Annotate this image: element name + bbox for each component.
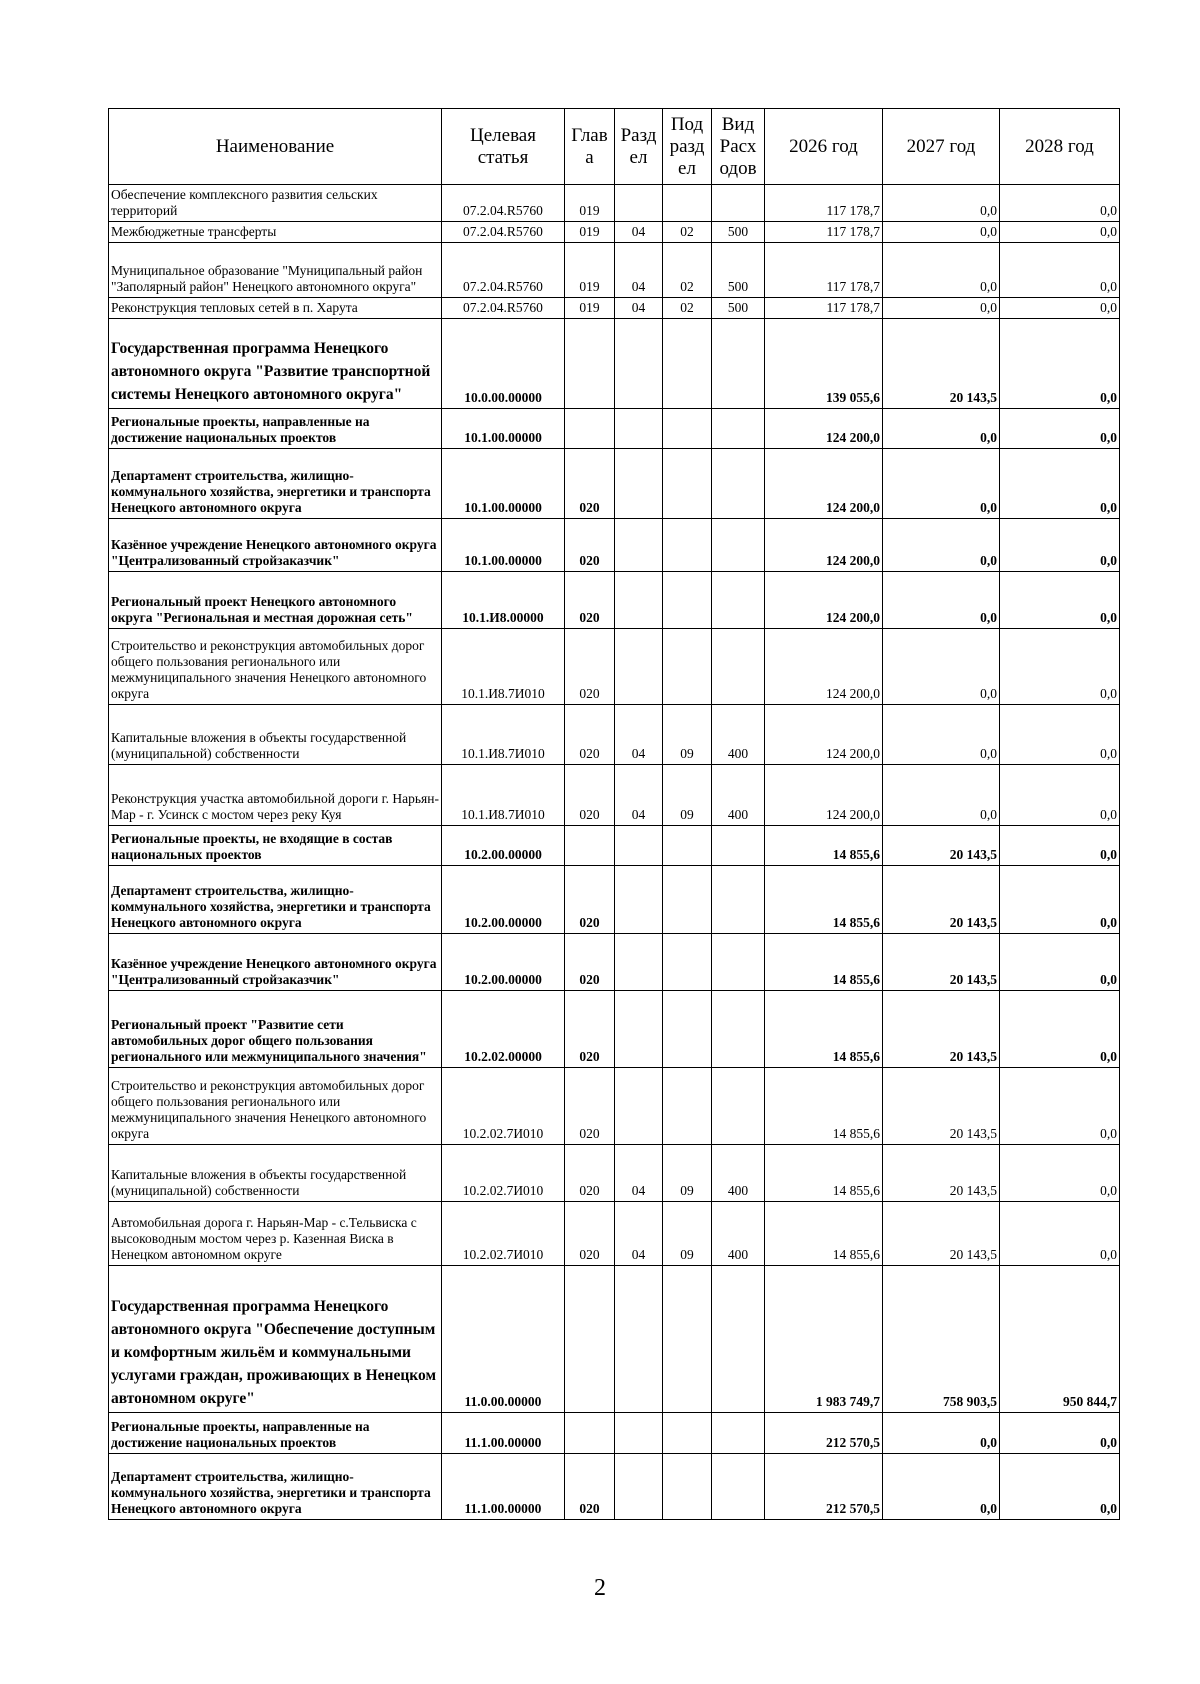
row-subsection: 02 [663, 298, 712, 319]
row-value-2026: 124 200,0 [765, 629, 883, 705]
row-expense-type [712, 1413, 765, 1454]
row-name: Капитальные вложения в объекты государственной (муниципальной) собственности [109, 1145, 442, 1202]
row-value-2026: 124 200,0 [765, 409, 883, 449]
row-value-2027: 0,0 [883, 1413, 1000, 1454]
row-value-2026: 124 200,0 [765, 765, 883, 826]
row-chapter [565, 1413, 615, 1454]
row-value-2028: 0,0 [1000, 1413, 1120, 1454]
header-target: Целевая статья [442, 109, 565, 185]
row-chapter: 019 [565, 243, 615, 298]
table-row [109, 1454, 1120, 1520]
row-target-code: 10.2.02.7И010 [442, 1202, 565, 1266]
row-chapter: 020 [565, 934, 615, 991]
row-section: 04 [615, 222, 663, 243]
row-expense-type [712, 319, 765, 409]
row-value-2026: 117 178,7 [765, 298, 883, 319]
row-name: Государственная программа Ненецкого автономного округа "Развитие транспортной системы Ненецкого автономного округа" [109, 319, 442, 409]
row-value-2027: 20 143,5 [883, 1145, 1000, 1202]
row-subsection [663, 185, 712, 222]
table-row [109, 449, 1120, 519]
row-value-2028: 0,0 [1000, 243, 1120, 298]
header-section: Разд ел [615, 109, 663, 185]
row-subsection: 09 [663, 1145, 712, 1202]
row-chapter: 019 [565, 185, 615, 222]
row-expense-type [712, 629, 765, 705]
table-row [109, 519, 1120, 572]
row-value-2026: 117 178,7 [765, 222, 883, 243]
header-chapter: Глав а [565, 109, 615, 185]
row-target-code: 11.1.00.00000 [442, 1413, 565, 1454]
row-chapter: 020 [565, 629, 615, 705]
table-row [109, 243, 1120, 298]
row-expense-type: 400 [712, 1202, 765, 1266]
row-name: Строительство и реконструкция автомобильных дорог общего пользования регионального или межмуниципального значения Ненецкого автономного округа [109, 1068, 442, 1145]
row-target-code: 10.1.00.00000 [442, 449, 565, 519]
row-target-code: 10.2.00.00000 [442, 826, 565, 866]
row-section [615, 409, 663, 449]
row-value-2027: 0,0 [883, 243, 1000, 298]
row-value-2027: 20 143,5 [883, 1202, 1000, 1266]
row-subsection: 09 [663, 765, 712, 826]
row-value-2027: 0,0 [883, 298, 1000, 319]
row-target-code: 11.1.00.00000 [442, 1454, 565, 1520]
row-section: 04 [615, 705, 663, 765]
table-row [109, 1413, 1120, 1454]
row-section [615, 519, 663, 572]
row-target-code: 10.2.00.00000 [442, 866, 565, 934]
row-expense-type [712, 1068, 765, 1145]
row-value-2026: 124 200,0 [765, 572, 883, 629]
row-name: Капитальные вложения в объекты государственной (муниципальной) собственности [109, 705, 442, 765]
table-row [109, 298, 1120, 319]
row-chapter: 020 [565, 449, 615, 519]
row-value-2028: 0,0 [1000, 866, 1120, 934]
row-expense-type: 500 [712, 222, 765, 243]
row-value-2026: 117 178,7 [765, 185, 883, 222]
row-value-2026: 124 200,0 [765, 449, 883, 519]
row-target-code: 07.2.04.R5760 [442, 222, 565, 243]
row-value-2028: 0,0 [1000, 826, 1120, 866]
row-section: 04 [615, 1202, 663, 1266]
row-value-2027: 20 143,5 [883, 866, 1000, 934]
row-expense-type [712, 185, 765, 222]
row-expense-type: 500 [712, 298, 765, 319]
row-subsection [663, 409, 712, 449]
row-value-2028: 0,0 [1000, 298, 1120, 319]
row-value-2027: 20 143,5 [883, 991, 1000, 1068]
row-section [615, 1068, 663, 1145]
row-name: Департамент строительства, жилищно-коммунального хозяйства, энергетики и транспорта Ненецкого автономного округа [109, 1454, 442, 1520]
row-value-2026: 212 570,5 [765, 1454, 883, 1520]
row-chapter: 020 [565, 519, 615, 572]
row-name: Автомобильная дорога г. Нарьян-Мар - с.Тельвиска с высоководным мостом через р. Казенная Виска в Ненецком автономном округе [109, 1202, 442, 1266]
row-name: Региональные проекты, направленные на достижение национальных проектов [109, 409, 442, 449]
row-value-2027: 0,0 [883, 629, 1000, 705]
table-row [109, 1068, 1120, 1145]
row-value-2027: 0,0 [883, 572, 1000, 629]
row-section: 04 [615, 243, 663, 298]
row-value-2026: 212 570,5 [765, 1413, 883, 1454]
row-chapter: 020 [565, 1454, 615, 1520]
row-name: Региональный проект "Развитие сети автомобильных дорог общего пользования регионального или межмуниципального значения" [109, 991, 442, 1068]
row-chapter: 019 [565, 222, 615, 243]
row-value-2026: 14 855,6 [765, 934, 883, 991]
row-value-2028: 0,0 [1000, 1202, 1120, 1266]
table-row [109, 1202, 1120, 1266]
row-value-2026: 14 855,6 [765, 991, 883, 1068]
row-target-code: 10.0.00.00000 [442, 319, 565, 409]
row-value-2026: 124 200,0 [765, 705, 883, 765]
row-value-2027: 20 143,5 [883, 934, 1000, 991]
header-2028: 2028 год [1000, 109, 1120, 185]
row-value-2026: 14 855,6 [765, 1202, 883, 1266]
row-value-2028: 0,0 [1000, 991, 1120, 1068]
table-row [109, 629, 1120, 705]
row-name: Региональные проекты, не входящие в состав национальных проектов [109, 826, 442, 866]
row-expense-type: 400 [712, 765, 765, 826]
row-name: Строительство и реконструкция автомобильных дорог общего пользования регионального или межмуниципального значения Ненецкого автономного округа [109, 629, 442, 705]
table-row [109, 185, 1120, 222]
row-section [615, 185, 663, 222]
row-chapter [565, 319, 615, 409]
row-chapter: 020 [565, 1145, 615, 1202]
row-value-2028: 0,0 [1000, 409, 1120, 449]
row-subsection [663, 1266, 712, 1413]
row-subsection: 02 [663, 222, 712, 243]
table-row [109, 705, 1120, 765]
budget-table [108, 108, 1120, 1520]
row-chapter: 020 [565, 866, 615, 934]
row-subsection [663, 866, 712, 934]
row-value-2026: 124 200,0 [765, 519, 883, 572]
row-subsection [663, 519, 712, 572]
row-value-2027: 0,0 [883, 1454, 1000, 1520]
row-target-code: 10.2.02.7И010 [442, 1068, 565, 1145]
row-subsection [663, 1068, 712, 1145]
row-value-2028: 0,0 [1000, 449, 1120, 519]
row-name: Региональный проект Ненецкого автономного округа "Региональная и местная дорожная сеть" [109, 572, 442, 629]
row-target-code: 10.2.02.00000 [442, 991, 565, 1068]
row-name: Муниципальное образование "Муниципальный район "Заполярный район" Ненецкого автономного округа" [109, 243, 442, 298]
row-section: 04 [615, 765, 663, 826]
row-value-2027: 20 143,5 [883, 1068, 1000, 1145]
table-row [109, 991, 1120, 1068]
row-name: Департамент строительства, жилищно-коммунального хозяйства, энергетики и транспорта Ненецкого автономного округа [109, 866, 442, 934]
row-expense-type [712, 449, 765, 519]
row-name: Казённое учреждение Ненецкого автономного округа "Централизованный стройзаказчик" [109, 934, 442, 991]
row-expense-type: 400 [712, 1145, 765, 1202]
row-section: 04 [615, 298, 663, 319]
row-value-2026: 139 055,6 [765, 319, 883, 409]
row-expense-type [712, 991, 765, 1068]
row-value-2028: 0,0 [1000, 519, 1120, 572]
table-row [109, 319, 1120, 409]
row-value-2027: 20 143,5 [883, 319, 1000, 409]
table-row [109, 1145, 1120, 1202]
row-target-code: 10.1.00.00000 [442, 409, 565, 449]
row-value-2026: 117 178,7 [765, 243, 883, 298]
row-chapter [565, 1266, 615, 1413]
row-section [615, 319, 663, 409]
row-value-2028: 0,0 [1000, 1454, 1120, 1520]
row-value-2028: 0,0 [1000, 1068, 1120, 1145]
row-section [615, 572, 663, 629]
row-chapter: 020 [565, 991, 615, 1068]
row-target-code: 07.2.04.R5760 [442, 243, 565, 298]
row-section [615, 826, 663, 866]
row-value-2027: 0,0 [883, 185, 1000, 222]
row-expense-type [712, 826, 765, 866]
row-value-2028: 0,0 [1000, 185, 1120, 222]
row-subsection [663, 449, 712, 519]
row-subsection [663, 826, 712, 866]
row-expense-type [712, 934, 765, 991]
row-target-code: 10.1.00.00000 [442, 519, 565, 572]
row-expense-type [712, 1454, 765, 1520]
row-expense-type: 500 [712, 243, 765, 298]
row-value-2027: 0,0 [883, 222, 1000, 243]
row-expense-type: 400 [712, 705, 765, 765]
row-target-code: 10.1.И8.7И010 [442, 765, 565, 826]
row-chapter [565, 826, 615, 866]
header-subsection: Под разд ел [663, 109, 712, 185]
row-value-2026: 14 855,6 [765, 1145, 883, 1202]
row-chapter: 020 [565, 1202, 615, 1266]
row-subsection [663, 1454, 712, 1520]
row-section [615, 1454, 663, 1520]
row-section [615, 1413, 663, 1454]
row-chapter: 020 [565, 705, 615, 765]
row-name: Реконструкция тепловых сетей в п. Харута [109, 298, 442, 319]
row-section [615, 991, 663, 1068]
table-row [109, 1266, 1120, 1413]
header-2027: 2027 год [883, 109, 1000, 185]
row-value-2026: 14 855,6 [765, 866, 883, 934]
row-subsection: 02 [663, 243, 712, 298]
row-value-2028: 0,0 [1000, 1145, 1120, 1202]
row-value-2027: 20 143,5 [883, 826, 1000, 866]
row-subsection [663, 991, 712, 1068]
row-value-2028: 0,0 [1000, 765, 1120, 826]
row-chapter [565, 409, 615, 449]
row-subsection [663, 934, 712, 991]
row-expense-type [712, 519, 765, 572]
row-value-2027: 0,0 [883, 449, 1000, 519]
row-name: Реконструкция участка автомобильной дороги г. Нарьян-Мар - г. Усинск с мостом через реку Куя [109, 765, 442, 826]
row-name: Казённое учреждение Ненецкого автономного округа "Централизованный стройзаказчик" [109, 519, 442, 572]
table-row [109, 222, 1120, 243]
row-subsection [663, 572, 712, 629]
row-subsection [663, 629, 712, 705]
page-number: 2 [594, 1575, 606, 1601]
table-row [109, 572, 1120, 629]
row-name: Межбюджетные трансферты [109, 222, 442, 243]
table-row [109, 826, 1120, 866]
row-chapter: 020 [565, 1068, 615, 1145]
row-value-2027: 0,0 [883, 765, 1000, 826]
table-row [109, 934, 1120, 991]
row-target-code: 10.1.И8.00000 [442, 572, 565, 629]
row-value-2027: 0,0 [883, 705, 1000, 765]
row-value-2028: 0,0 [1000, 222, 1120, 243]
row-expense-type [712, 1266, 765, 1413]
row-value-2028: 0,0 [1000, 319, 1120, 409]
row-section [615, 934, 663, 991]
row-value-2027: 758 903,5 [883, 1266, 1000, 1413]
row-value-2028: 0,0 [1000, 934, 1120, 991]
row-value-2028: 950 844,7 [1000, 1266, 1120, 1413]
row-subsection: 09 [663, 705, 712, 765]
header-2026: 2026 год [765, 109, 883, 185]
row-chapter: 020 [565, 572, 615, 629]
header-name: Наименование [109, 109, 442, 185]
row-target-code: 10.2.02.7И010 [442, 1145, 565, 1202]
row-name: Департамент строительства, жилищно-коммунального хозяйства, энергетики и транспорта Ненецкого автономного округа [109, 449, 442, 519]
row-subsection [663, 319, 712, 409]
row-value-2028: 0,0 [1000, 629, 1120, 705]
row-value-2026: 1 983 749,7 [765, 1266, 883, 1413]
table-row [109, 866, 1120, 934]
row-target-code: 11.0.00.00000 [442, 1266, 565, 1413]
row-value-2026: 14 855,6 [765, 1068, 883, 1145]
row-section [615, 866, 663, 934]
row-value-2027: 0,0 [883, 409, 1000, 449]
row-target-code: 07.2.04.R5760 [442, 298, 565, 319]
row-target-code: 07.2.04.R5760 [442, 185, 565, 222]
row-name: Региональные проекты, направленные на достижение национальных проектов [109, 1413, 442, 1454]
row-value-2028: 0,0 [1000, 572, 1120, 629]
row-chapter: 019 [565, 298, 615, 319]
row-target-code: 10.1.И8.7И010 [442, 705, 565, 765]
row-section [615, 1266, 663, 1413]
row-target-code: 10.1.И8.7И010 [442, 629, 565, 705]
row-value-2027: 0,0 [883, 519, 1000, 572]
row-subsection [663, 1413, 712, 1454]
table-header-row [109, 109, 1120, 185]
row-section: 04 [615, 1145, 663, 1202]
row-expense-type [712, 866, 765, 934]
row-expense-type [712, 572, 765, 629]
row-chapter: 020 [565, 765, 615, 826]
row-name: Обеспечение комплексного развития сельских территорий [109, 185, 442, 222]
row-section [615, 629, 663, 705]
row-section [615, 449, 663, 519]
row-expense-type [712, 409, 765, 449]
row-target-code: 10.2.00.00000 [442, 934, 565, 991]
table-row [109, 765, 1120, 826]
row-subsection: 09 [663, 1202, 712, 1266]
row-value-2028: 0,0 [1000, 705, 1120, 765]
row-name: Государственная программа Ненецкого автономного округа "Обеспечение доступным и комфортным жильём и коммунальными услугами граждан, проживающих в Ненецком автономном округе" [109, 1266, 442, 1413]
table-row [109, 409, 1120, 449]
header-expense-type: Вид Расх одов [712, 109, 765, 185]
row-value-2026: 14 855,6 [765, 826, 883, 866]
